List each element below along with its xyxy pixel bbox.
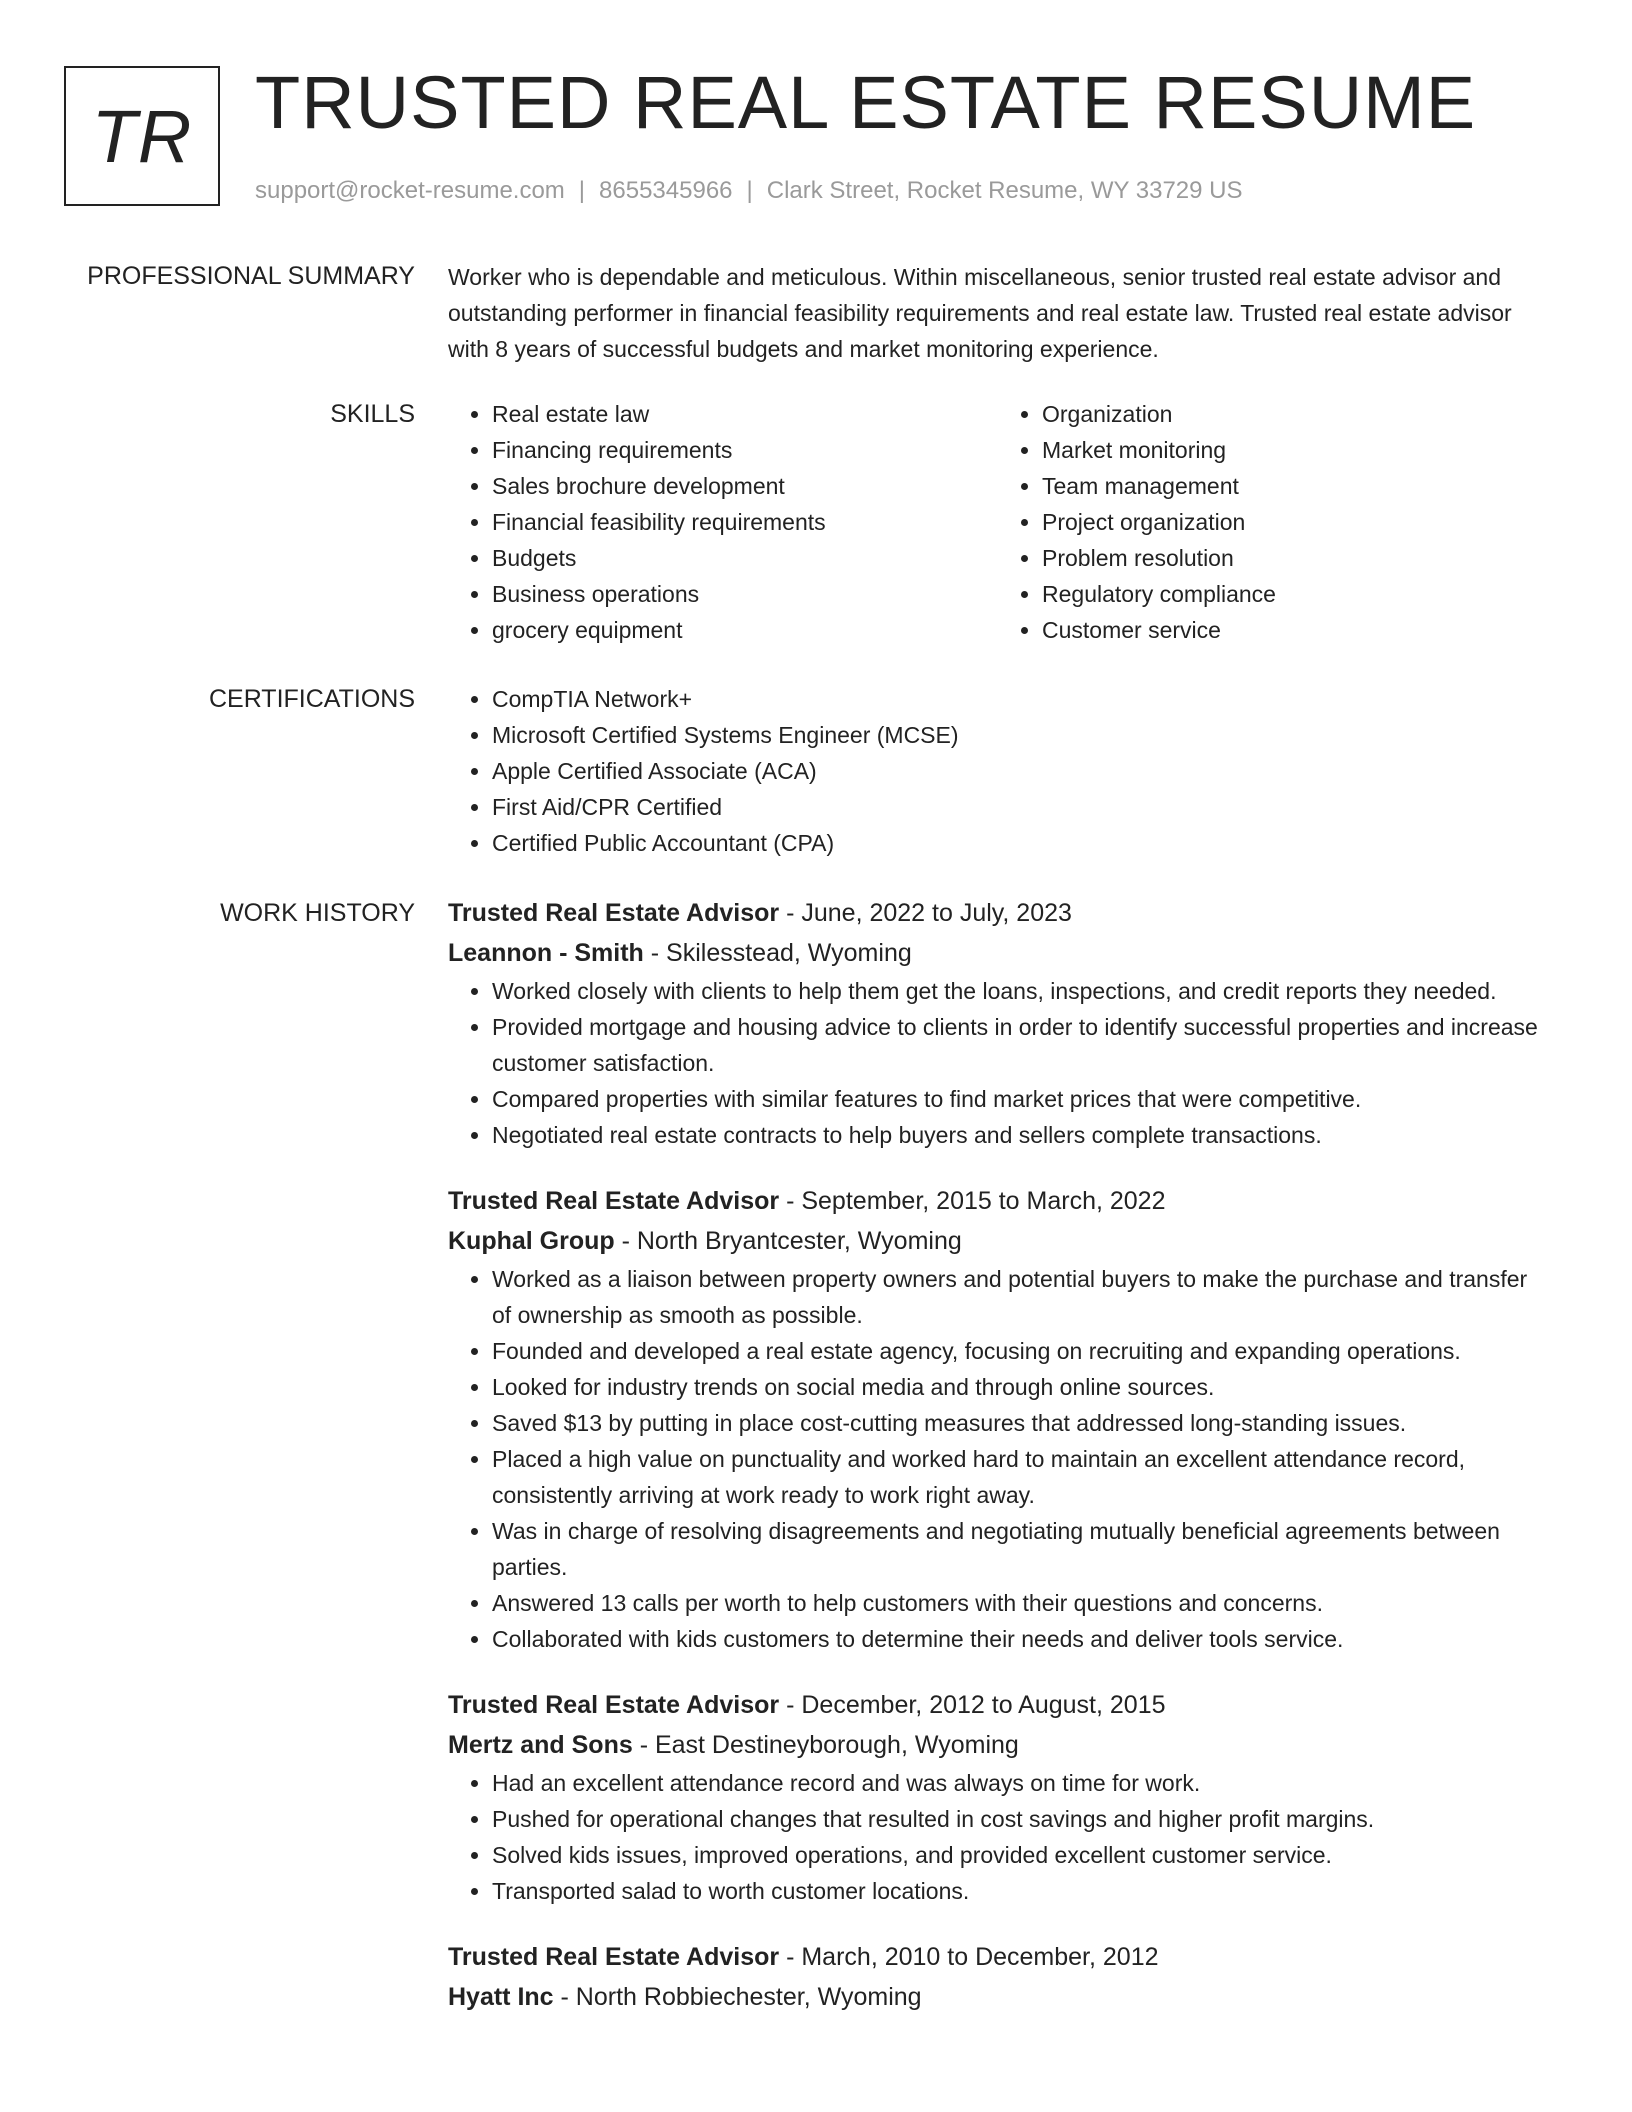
skill-item: • Project organization [1042, 504, 1548, 540]
skill-item: • Real estate law [492, 396, 998, 432]
skill-item: • Sales brochure development [492, 468, 998, 504]
job-company: Leannon - Smith [448, 939, 644, 967]
skill-item: • Problem resolution [1042, 540, 1548, 576]
certification-item: • Certified Public Accountant (CPA) [492, 825, 1548, 861]
skill-item: • Market monitoring [1042, 432, 1548, 468]
resume-title: TRUSTED REAL ESTATE RESUME [255, 61, 1477, 144]
skill-item: • Financing requirements [492, 432, 998, 468]
job-company-line [448, 1725, 1548, 1765]
contact-email: support@rocket-resume.com [255, 177, 565, 204]
job-title-line [448, 893, 1548, 933]
job-bullet: • Collaborated with kids customers to determine their needs and deliver tools service. [492, 1621, 1548, 1657]
skills-list-right [998, 396, 1548, 648]
skills-column-right [998, 396, 1548, 648]
work-history-body [448, 893, 1548, 2045]
skill-item: • Business operations [492, 576, 998, 612]
monogram: TR [64, 66, 220, 206]
job-title: Trusted Real Estate Advisor [448, 1943, 780, 1971]
skill-item: • Customer service [1042, 612, 1548, 648]
job-bullet: • Founded and developed a real estate agency, focusing on recruiting and expanding operations. [492, 1333, 1548, 1369]
skill-item: • Team management [1042, 468, 1548, 504]
contact-address: Clark Street, Rocket Resume, WY 33729 US [766, 177, 1243, 204]
contact-phone: 8655345966 [599, 177, 733, 204]
job-entry [448, 1937, 1548, 2017]
job-company-line [448, 1977, 1548, 2017]
skills-body [448, 396, 1548, 648]
contact-separator: | [746, 177, 753, 204]
job-company: Kuphal Group [448, 1227, 615, 1255]
job-location: - North Bryantcester, Wyoming [614, 1227, 962, 1255]
work-history-label: WORK HISTORY [220, 899, 415, 927]
skills-list-left [448, 396, 998, 648]
certifications-body [448, 681, 1548, 861]
job-company: Hyatt Inc [448, 1983, 554, 2011]
job-title: Trusted Real Estate Advisor [448, 899, 780, 927]
job-location: - North Robbiechester, Wyoming [553, 1983, 922, 2011]
job-bullet: • Was in charge of resolving disagreements and negotiating mutually beneficial agreements between parties. [492, 1513, 1548, 1585]
contact-line [255, 174, 1243, 208]
job-dates: - September, 2015 to March, 2022 [779, 1187, 1166, 1215]
skills-column-left [448, 396, 998, 648]
job-bullets [448, 973, 1548, 1153]
job-company: Mertz and Sons [448, 1731, 633, 1759]
job-bullet: • Negotiated real estate contracts to help buyers and sellers complete transactions. [492, 1117, 1548, 1153]
certification-item: • First Aid/CPR Certified [492, 789, 1548, 825]
job-bullet: • Provided mortgage and housing advice to clients in order to identify successful properties and increase customer satisfaction. [492, 1009, 1548, 1081]
contact-separator: | [578, 177, 586, 204]
job-entry [448, 1685, 1548, 1909]
certification-item: • CompTIA Network+ [492, 681, 1548, 717]
job-bullet: • Worked closely with clients to help them get the loans, inspections, and credit reports they needed. [492, 973, 1548, 1009]
job-bullet: • Saved $13 by putting in place cost-cutting measures that addressed long-standing issues. [492, 1405, 1548, 1441]
certifications-label: CERTIFICATIONS [208, 685, 415, 713]
job-bullet: • Looked for industry trends on social media and through online sources. [492, 1369, 1548, 1405]
job-title: Trusted Real Estate Advisor [448, 1187, 780, 1215]
job-location: - East Destineyborough, Wyoming [632, 1731, 1019, 1759]
job-dates: - June, 2022 to July, 2023 [779, 899, 1072, 927]
job-bullets [448, 1261, 1548, 1657]
job-title-line [448, 1685, 1548, 1725]
skill-item: • grocery equipment [492, 612, 998, 648]
job-dates: - December, 2012 to August, 2015 [779, 1691, 1166, 1719]
skill-item: • Organization [1042, 396, 1548, 432]
skill-item: • Budgets [492, 540, 998, 576]
job-company-line [448, 933, 1548, 973]
certifications-list [448, 681, 1548, 861]
job-bullet: • Answered 13 calls per worth to help customers with their questions and concerns. [492, 1585, 1548, 1621]
job-company-line [448, 1221, 1548, 1261]
skills-grid [448, 396, 1548, 648]
job-dates: - March, 2010 to December, 2012 [779, 1943, 1159, 1971]
job-title-line [448, 1937, 1548, 1977]
job-entry [448, 1181, 1548, 1657]
job-bullet: • Had an excellent attendance record and was always on time for work. [492, 1765, 1548, 1801]
certification-item: • Apple Certified Associate (ACA) [492, 753, 1548, 789]
skill-item: • Financial feasibility requirements [492, 504, 998, 540]
job-bullet: • Worked as a liaison between property owners and potential buyers to make the purchase and transfer of ownership as smooth as possible. [492, 1261, 1548, 1333]
job-entry [448, 893, 1548, 1153]
job-bullet: • Pushed for operational changes that resulted in cost savings and higher profit margins. [492, 1801, 1548, 1837]
certification-item: • Microsoft Certified Systems Engineer (MCSE) [492, 717, 1548, 753]
job-bullet: • Transported salad to worth customer locations. [492, 1873, 1548, 1909]
job-title-line [448, 1181, 1548, 1221]
skills-label: SKILLS [330, 400, 415, 428]
summary-text: Worker who is dependable and meticulous. Within miscellaneous, senior trusted real estate advisor and outstanding performer in financial feasibility requirements and real estate law. Trusted real estate advisor with 8 years of successful budgets and market monitoring experience. [448, 264, 1512, 362]
job-bullet: • Placed a high value on punctuality and worked hard to maintain an excellent attendance record, consistently arriving at work ready to work right away. [492, 1441, 1548, 1513]
job-bullet: • Solved kids issues, improved operations, and provided excellent customer service. [492, 1837, 1548, 1873]
job-bullets [448, 1765, 1548, 1909]
job-bullet: • Compared properties with similar features to find market prices that were competitive. [492, 1081, 1548, 1117]
summary-label: PROFESSIONAL SUMMARY [87, 262, 415, 290]
job-location: - Skilesstead, Wyoming [643, 939, 912, 967]
skill-item: • Regulatory compliance [1042, 576, 1548, 612]
job-title: Trusted Real Estate Advisor [448, 1691, 780, 1719]
